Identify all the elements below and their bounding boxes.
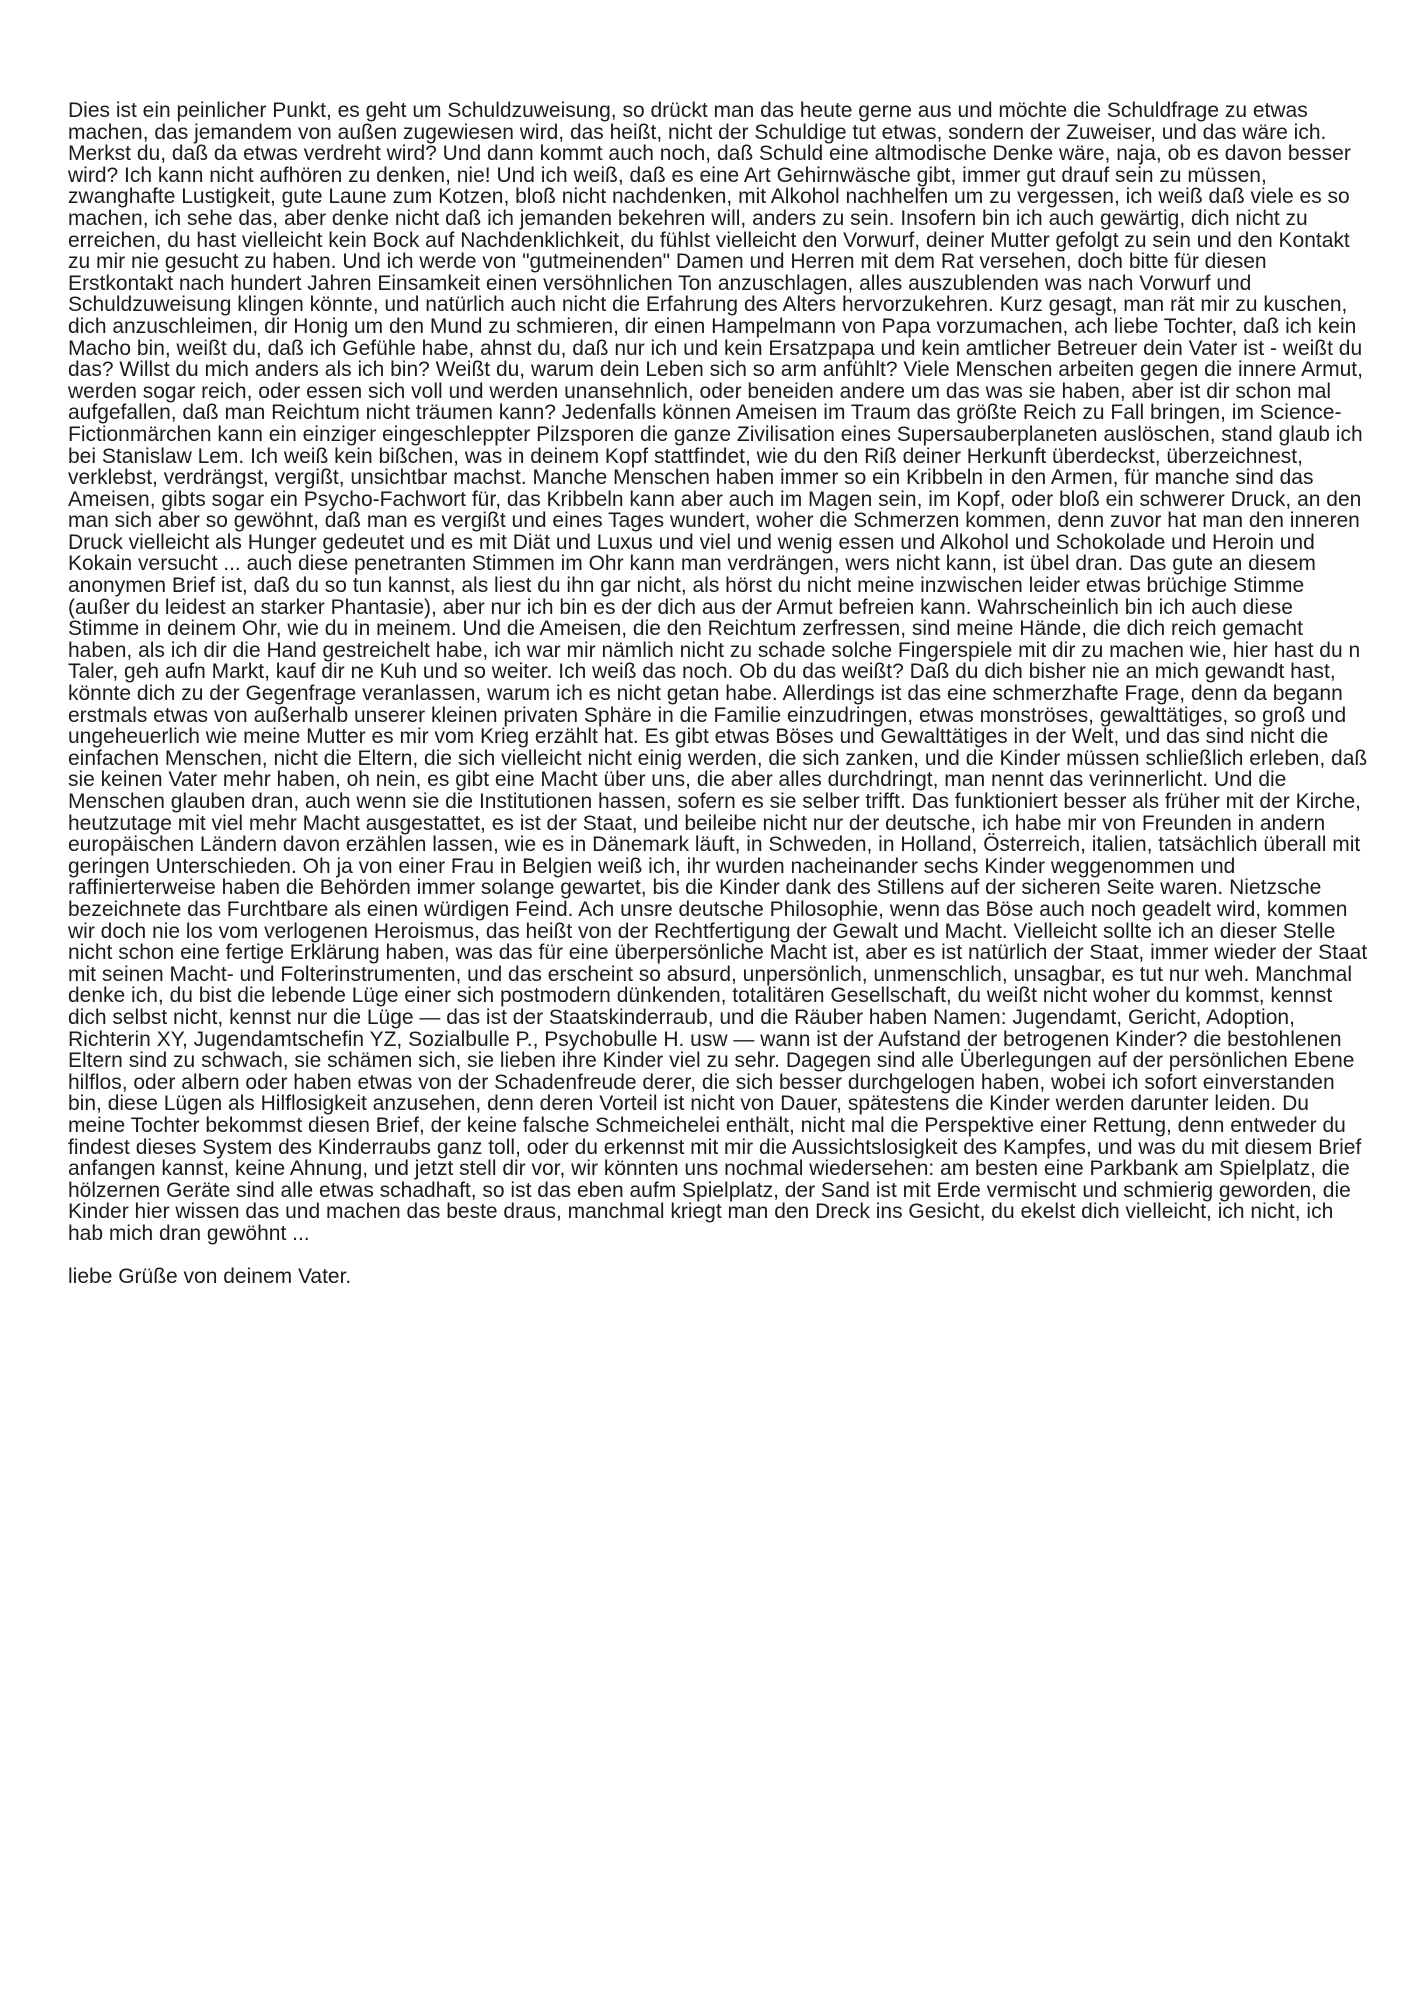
letter-page [68,100,1368,1288]
letter-signoff: liebe Grüße von deinem Vater. [68,1265,352,1289]
letter-body-paragraph: Dies ist ein peinlicher Punkt, es geht um Schuldzuweisung, so drückt man das heute gerne aus und möchte die Schuldfrage zu etwas machen, das jemandem von außen zugewiesen wird, das heißt, nicht der Schuldige tut etwas, sondern der Zuweiser, und das wäre ich. Merkst du, daß da etwas verdreht wird? Und dann kommt auch noch, daß Schuld eine altmodische Denke wäre, naja, ob es davon besser wird? Ich kann nicht aufhören zu denken, nie! Und ich weiß, daß es eine Art Gehirnwäsche gibt, immer gut drauf sein zu müssen, zwanghafte Lustigkeit, gute Laune zum Kotzen, bloß nicht nachdenken, mit Alkohol nachhelfen um zu vergessen, ich weiß daß viele es so machen, ich sehe das, aber denke nicht daß ich jemanden bekehren will, anders zu sein. Insofern bin ich auch gewärtig, dich nicht zu erreichen, du hast vielleicht kein Bock auf Nachdenklichkeit, du fühlst vielleicht den Vorwurf, deiner Mutter gefolgt zu sein und den Kontakt zu mir nie gesucht zu haben. Und ich werde von "gutmeinenden" Damen und Herren mit dem Rat versehen, doch bitte für diesen Erstkontakt nach hundert Jahren Einsamkeit einen versöhnlichen Ton anzuschlagen, alles auszublenden was nach Vorwurf und Schuldzuweisung klingen könnte, und natürlich auch nicht die Erfahrung des Alters hervorzukehren. Kurz gesagt, man rät mir zu kuschen, dich anzuschleimen, dir Honig um den Mund zu schmieren, dir einen Hampelmann von Papa vorzumachen, ach liebe Tochter, daß ich kein Macho bin, weißt du, daß ich Gefühle habe, ahnst du, daß nur ich und kein Ersatzpapa und kein amtlicher Betreuer dein Vater ist - weißt du das? Willst du mich anders als ich bin? Weißt du, warum dein Leben sich so arm anfühlt? Viele Menschen arbeiten gegen die innere Armut, werden sogar reich, oder essen sich voll und werden unansehnlich, oder beneiden andere um das was sie haben, aber ist dir schon mal aufgefallen, daß man Reichtum nicht träumen kann? Jedenfalls können Ameisen im Traum das größte Reich zu Fall bringen, im Science-Fictionmärchen kann ein einziger eingeschleppter Pilzsporen die ganze Zivilisation eines Supersauberplaneten auslöschen, stand glaub ich bei Stanislaw Lem. Ich weiß kein bißchen, was in deinem Kopf stattfindet, wie du den Riß deiner Herkunft überdeckst, überzeichnest, verklebst, verdrängst, vergißt, unsichtbar machst. Manche Menschen haben immer so ein Kribbeln in den Armen, für manche sind das Ameisen, gibts sogar ein Psycho-Fachwort für, das Kribbeln kann aber auch im Magen sein, im Kopf, oder bloß ein schwerer Druck, an den man sich aber so gewöhnt, daß man es vergißt und eines Tages wundert, woher die Schmerzen kommen, denn zuvor hat man den inneren Druck vielleicht als Hunger gedeutet und es mit Diät und Luxus und viel und wenig essen und Alkohol und Schokolade und Heroin und Kokain versucht ... auch diese penetranten Stimmen im Ohr kann man verdrängen, wers nicht kann, ist übel dran. Das gute an diesem anonymen Brief ist, daß du so tun kannst, als liest du ihn gar nicht, als hörst du nicht meine inzwischen leider etwas brüchige Stimme (außer du leidest an starker Phantasie), aber nur ich bin es der dich aus der Armut befreien kann. Wahrscheinlich bin ich auch diese Stimme in deinem Ohr, wie du in meinem. Und die Ameisen, die den Reichtum zerfressen, sind meine Hände, die dich reich gemacht haben, als ich dir die Hand gestreichelt habe, ich war mir nämlich nicht zu schade solche Fingerspiele mit dir zu machen wie, hier hast du n Taler, geh aufn Markt, kauf dir ne Kuh und so weiter. Ich weiß das noch. Ob du das weißt? Daß du dich bisher nie an mich gewandt hast, könnte dich zu der Gegenfrage veranlassen, warum ich es nicht getan habe. Allerdings ist das eine schmerzhafte Frage, denn da begann erstmals etwas von außerhalb unserer kleinen privaten Sphäre in die Familie einzudringen, etwas monströses, gewalttätiges, so groß und ungeheuerlich wie meine Mutter es mir vom Krieg erzählt hat. Es gibt etwas Böses und Gewalttätiges in der Welt, und das sind nicht die einfachen Menschen, nicht die Eltern, die sich vielleicht nicht einig werden, die sich zanken, und die Kinder müssen schließlich erleben, daß sie keinen Vater mehr haben, oh nein, es gibt eine Macht über uns, die aber alles durchdringt, man nennt das verinnerlicht. Und die Menschen glauben dran, auch wenn sie die Institutionen hassen, sofern es sie selber trifft. Das funktioniert besser als früher mit der Kirche, heutzutage mit viel mehr Macht ausgestattet, es ist der Staat, und beileibe nicht nur der deutsche, ich habe mir von Freunden in andern europäischen Ländern davon erzählen lassen, wie es in Dänemark läuft, in Schweden, in Holland, Österreich, italien, tatsächlich überall mit geringen Unterschieden. Oh ja von einer Frau in Belgien weiß ich, ihr wurden nacheinander sechs Kinder weggenommen und raffinierterweise haben die Behörden immer solange gewartet, bis die Kinder dank des Stillens auf der sicheren Seite waren. Nietzsche bezeichnete das Furchtbare als einen würdigen Feind. Ach unsre deutsche Philosophie, wenn das Böse auch noch geadelt wird, kommen wir doch nie los vom verlogenen Heroismus, das heißt von der Rechtfertigung der Gewalt und Macht. Vielleicht sollte ich an dieser Stelle nicht schon eine fertige Erklärung haben, was das für eine überpersönliche Macht ist, aber es ist natürlich der Staat, immer wieder der Staat mit seinen Macht- und Folterinstrumenten, und das erscheint so absurd, unpersönlich, unmenschlich, unsagbar, es tut nur weh. Manchmal denke ich, du bist die lebende Lüge einer sich postmodern dünkenden, totalitären Gesellschaft, du weißt nicht woher du kommst, kennst dich selbst nicht, kennst nur die Lüge — das ist der Staatskinderraub, und die Räuber haben Namen: Jugendamt, Gericht, Adoption, Richterin XY, Jugendamtschefin YZ, Sozialbulle P., Psychobulle H. usw — wann ist der Aufstand der betrogenen Kinder? die bestohlenen Eltern sind zu schwach, sie schämen sich, sie lieben ihre Kinder viel zu sehr. Dagegen sind alle Überlegungen auf der persönlichen Ebene hilflos, oder albern oder haben etwas von der Schadenfreude derer, die sich besser durchgelogen haben, wobei ich sofort einverstanden bin, diese Lügen als Hilflosigkeit anzusehen, denn deren Vorteil ist nicht von Dauer, spätestens die Kinder werden darunter leiden. Du meine Tochter bekommst diesen Brief, der keine falsche Schmeichelei enthält, nicht mal die Perspektive einer Rettung, denn entweder du findest dieses System des Kinderraubs ganz toll, oder du erkennst mit mir die Aussichtslosigkeit des Kampfes, und was du mit diesem Brief anfangen kannst, keine Ahnung, und jetzt stell dir vor, wir könnten uns nochmal wiedersehen: am besten eine Parkbank am Spielplatz, die hölzernen Geräte sind alle etwas schadhaft, so ist das eben aufm Spielplatz, der Sand ist mit Erde vermischt und schmierig geworden, die Kinder hier wissen das und machen das beste draus, manchmal kriegt man den Dreck ins Gesicht, du ekelst dich vielleicht, ich nicht, ich hab mich dran gewöhnt ... [68,99,1368,1245]
